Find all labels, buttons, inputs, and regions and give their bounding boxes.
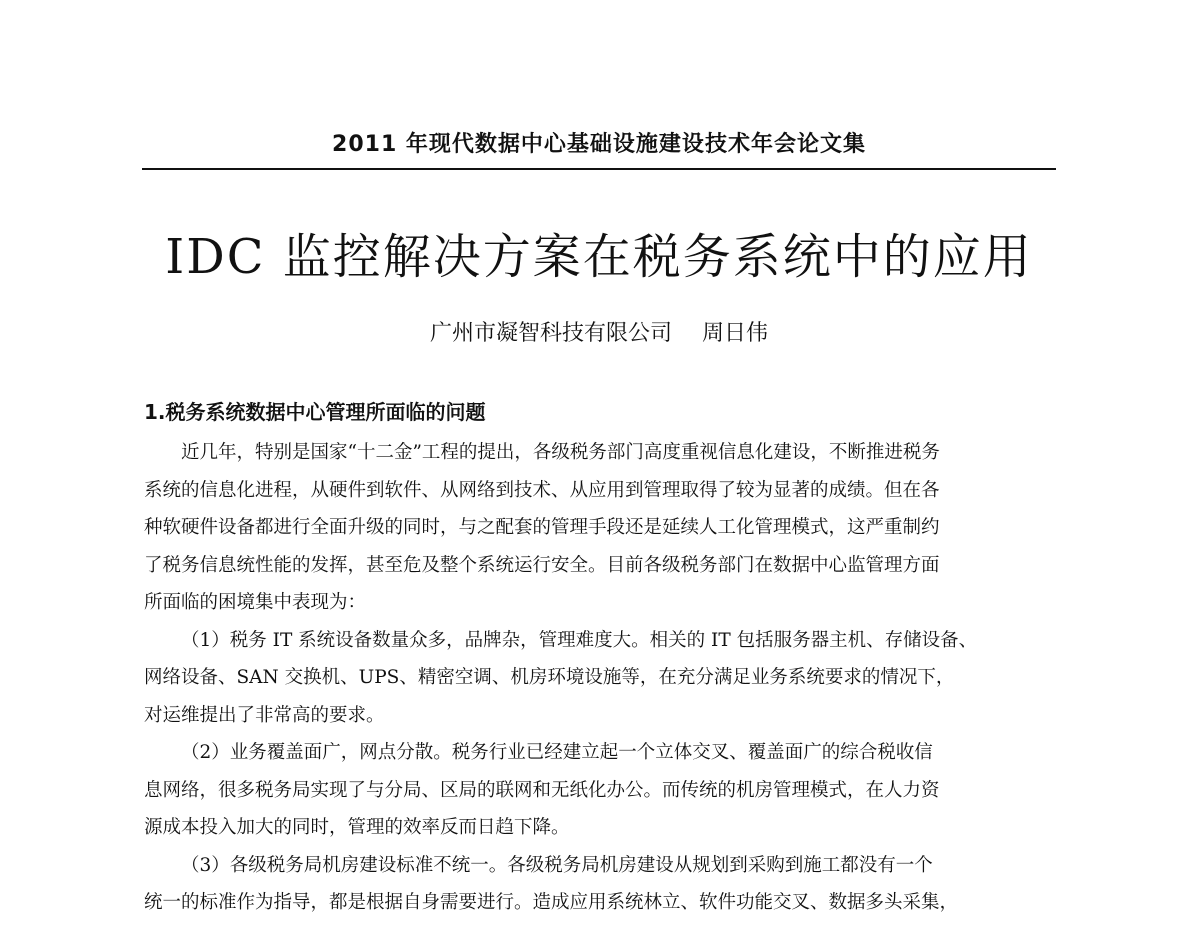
paragraph-line: 息网络，很多税务局实现了与分局、区局的联网和无纸化办公。而传统的机房管理模式，在人力资: [144, 779, 940, 801]
paragraph-line: 统一的标准作为指导，都是根据自身需要进行。造成应用系统林立、软件功能交叉、数据多头采集，: [144, 892, 959, 913]
article-title: IDC 监控解决方案在税务系统中的应用: [165, 229, 1033, 285]
paragraph-line: （2）业务覆盖面广，网点分散。税务行业已经建立起一个立体交叉、覆盖面广的综合税收信: [181, 742, 933, 763]
paragraph-line: （3）各级税务局机房建设标准不统一。各级税务局机房建设从规划到采购到施工都没有一个: [181, 854, 933, 876]
section-heading: 1.税务系统数据中心管理所面临的问题: [144, 400, 486, 424]
paragraph-line: 种软硬件设备都进行全面升级的同时，与之配套的管理手段还是延续人工化管理模式，这严重制约: [144, 517, 940, 538]
paragraph-line: 所面临的困境集中表现为：: [144, 592, 367, 613]
paragraph-line: 网络设备、SAN 交换机、UPS、精密空调、机房环境设施等，在充分满足业务系统要求的情况下，: [144, 667, 955, 688]
paragraph-line: 系统的信息化进程，从硬件到软件、从网络到技术、从应用到管理取得了较为显著的成绩。但在各: [144, 479, 940, 501]
running-header: 2011 年现代数据中心基础设施建设技术年会论文集: [332, 132, 866, 157]
paragraph-line: 近几年，特别是国家“十二金”工程的提出，各级税务部门高度重视信息化建设，不断推进税务: [181, 442, 940, 463]
body-text: [144, 434, 1060, 922]
author-name: 周日伟: [702, 321, 769, 346]
paragraph-line: 源成本投入加大的同时，管理的效率反而日趋下降。: [144, 817, 570, 838]
byline: [142, 318, 1056, 350]
paragraph-line: 对运维提出了非常高的要求。: [144, 704, 385, 726]
header-rule: [142, 168, 1056, 170]
paragraph-line: 了税务信息统性能的发挥，甚至危及整个系统运行安全。目前各级税务部门在数据中心监管理方面: [144, 554, 940, 576]
affiliation: 广州市凝智科技有限公司: [429, 321, 672, 346]
paragraph-line: （1）税务 IT 系统设备数量众多，品牌杂，管理难度大。相关的 IT 包括服务器主机、存储设备、: [181, 629, 978, 651]
